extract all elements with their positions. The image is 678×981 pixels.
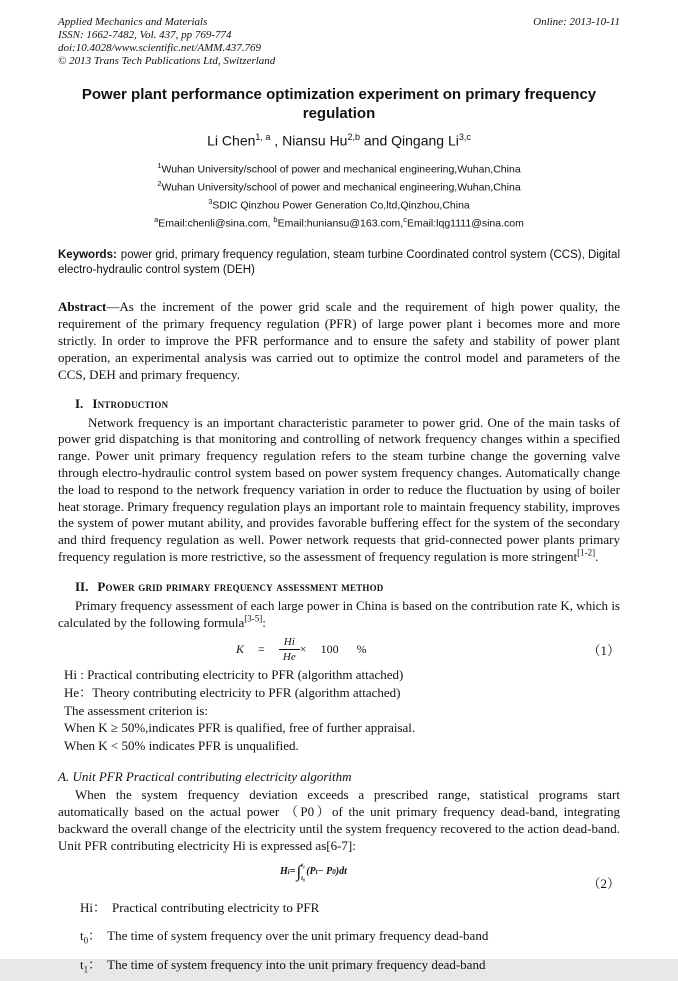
definition-text: The time of system frequency into the unit primary frequency dead-band <box>107 956 486 972</box>
email-mark: a <box>154 214 159 224</box>
affiliation-line <box>58 177 620 195</box>
introduction-paragraph <box>58 415 620 566</box>
affiliation-mark: 3 <box>208 196 213 206</box>
issn-line: ISSN: 1662-7482, Vol. 437, pp 769-774 <box>58 29 232 41</box>
doi-line: doi:10.4028/www.scientific.net/AMM.437.769 <box>58 42 261 54</box>
paragraph-text: Network frequency is an important characteristic parameter to power grid. One of the main tasks of power grid dispatching is that monitoring and controlling of network frequency changes within a specified range. Power unit primary frequency regulation refers to the steam turbine change the governing valve through electro-hydraulic control system based on power system frequency changes. Automatically change the load to respond to the network frequency variation in order to reduce the fluctuation by using of boiler heat storage. Primary frequency regulation plays an important role to maintain frequency stability, improves the system of power mutant ability, and provides favorable buffering effect for the system of the secondary and third frequency regulation as well. Power network requests that grid-connected power plants primary frequency regulation is more restrictive, so the assessment of frequency regulation is more stringent <box>58 414 620 565</box>
keywords-label: Keywords: <box>58 248 117 261</box>
citation-ref: [3-5] <box>244 613 263 624</box>
affiliation-mark: 1 <box>157 160 162 170</box>
percent-sign: % <box>356 642 367 657</box>
integral-lower-limit: t₀ <box>301 874 306 882</box>
emails-line <box>58 213 620 231</box>
multiply-sign: × <box>299 642 307 657</box>
equation-1 <box>58 636 620 663</box>
colon: ： <box>88 956 102 972</box>
colon: ： <box>93 899 107 915</box>
formula-value: 100 <box>320 642 339 657</box>
author-name: Niansu Hu <box>282 132 348 149</box>
section-title: Power grid primary frequency assessment method <box>97 578 384 594</box>
copyright-line: © 2013 Trans Tech Publications Ltd, Switzerland <box>58 55 276 67</box>
fraction-numerator: Hi <box>279 636 300 650</box>
journal-header <box>58 16 620 68</box>
symbol: Hi <box>80 899 93 915</box>
note-line: The assessment criterion is: <box>64 702 209 718</box>
affiliation-text: Wuhan University/school of power and mechanical engineering,Wuhan,China <box>161 163 521 176</box>
keywords-block <box>58 248 620 278</box>
equals-sign: = <box>258 642 265 657</box>
author-affil-mark: 1, a <box>255 132 271 142</box>
section-title: Introduction <box>92 395 169 411</box>
formula-text: − P <box>317 866 333 878</box>
fraction <box>279 636 300 663</box>
symbol-subscript: 1 <box>83 964 89 975</box>
formula-variable: H <box>280 866 288 878</box>
keywords-text: power grid, primary frequency regulation, steam turbine Coordinated control system (CCS), Digital electro-hydraulic control system (DEH) <box>58 248 620 276</box>
formula-variable: K <box>236 642 245 657</box>
author-separator: , <box>270 132 283 149</box>
affiliation-text: SDIC Qinzhou Power Generation Co,ltd,Qinzhou,China <box>212 199 470 212</box>
fraction-denominator: He <box>282 651 296 664</box>
abstract-label: Abstract <box>58 298 107 314</box>
paper-title: Power plant performance optimization experiment on primary frequency regulation <box>81 86 597 122</box>
integral-upper-limit: t₁ <box>301 861 306 869</box>
subsection-a-paragraph: When the system frequency deviation exceeds a prescribed range, statistical programs start automatically based on the actual power （P0）of the unit primary frequency dead-band, integrating backward the overall change of the electricity until the system frequency recovered to the action dead-band. Unit PFR contributing electricity Hi is expressed as[6-7]: <box>58 787 620 853</box>
email-text: Email:chenli@sina.com, <box>158 217 274 230</box>
equals-sign: = <box>289 866 296 878</box>
paragraph-text: . <box>595 549 599 565</box>
online-date: Online: 2013-10-11 <box>533 16 620 28</box>
note-line: When K ≥ 50%,indicates PFR is qualified, free of further appraisal. <box>64 720 416 736</box>
email-text: Email:lqg1111@sina.com <box>406 217 524 230</box>
equation-1-number: （1） <box>587 643 620 659</box>
formula-text: (P <box>306 866 316 878</box>
formula-subscript: 0 <box>332 867 336 876</box>
note-line: He：Theory contributing electricity to PFR (algorithm attached) <box>64 685 401 701</box>
definition-line <box>80 896 620 925</box>
note-line: Hi : Practical contributing electricity to PFR (algorithm attached) <box>64 667 404 683</box>
integral-sign: ∫ <box>296 862 302 882</box>
colon: ： <box>88 928 102 944</box>
subsection-title: Unit PFR Practical contributing electricity algorithm <box>72 769 352 785</box>
definition-text: The time of system frequency over the unit primary frequency dead-band <box>107 928 489 944</box>
authors-line <box>58 132 620 149</box>
definition-line <box>80 924 620 953</box>
affiliation-mark: 2 <box>157 178 162 188</box>
integral <box>296 862 305 882</box>
equation-1-formula <box>236 636 367 663</box>
equation-2-formula <box>280 862 347 882</box>
formula-subscript: t <box>315 867 318 876</box>
email-mark: c <box>403 214 407 224</box>
subsection-heading-a <box>58 769 620 785</box>
symbol-definitions <box>80 896 620 981</box>
email-text: Email:huniansu@163.com, <box>277 217 404 230</box>
affiliation-line <box>58 195 620 213</box>
affiliations-block <box>58 159 620 231</box>
citation-ref: [1-2] <box>577 547 596 558</box>
symbol: t <box>80 956 84 972</box>
section-heading-assessment-method <box>75 579 620 595</box>
paragraph-text: : <box>262 614 266 630</box>
equation-2-number: （2） <box>587 875 620 891</box>
symbol-subscript: 0 <box>83 935 89 946</box>
abstract-block <box>58 298 620 383</box>
formula-text: )dt <box>335 866 347 878</box>
section-heading-introduction <box>75 396 620 412</box>
section-number: I. <box>75 395 84 411</box>
author-affil-mark: 2,b <box>347 132 360 142</box>
note-line: When K < 50% indicates PFR is unqualified. <box>64 737 299 753</box>
paragraph-text: Primary frequency assessment of each large power in China is based on the contribution rate K, which is calculated by the following formula <box>58 597 620 630</box>
symbol: t <box>80 928 84 944</box>
affiliation-line <box>58 159 620 177</box>
assessment-notes <box>64 666 620 754</box>
author-separator: and <box>359 132 392 149</box>
equation-2 <box>58 860 620 892</box>
abstract-text: —As the increment of the power grid scale and the requirement of high power quality, the requirement of the primary frequency regulation (PFR) of large power plant i becomes more and more strictly. In order to improve the PFR performance and to ensure the safety and stability of power plant operation, an experimental analysis was carried out to optimize the control model and parameters of the CCS, DEH and primary frequency. <box>58 298 620 382</box>
journal-name: Applied Mechanics and Materials <box>58 16 208 28</box>
subsection-label: A. <box>58 769 70 785</box>
author-name: Li Chen <box>207 132 256 149</box>
author-name: Qingang Li <box>391 132 459 149</box>
email-mark: b <box>273 214 278 224</box>
formula-subscript: i <box>287 867 290 876</box>
author-affil-mark: 3,c <box>458 132 471 142</box>
method-paragraph <box>58 598 620 632</box>
definition-line <box>80 953 620 981</box>
affiliation-text: Wuhan University/school of power and mechanical engineering,Wuhan,China <box>161 181 521 194</box>
definition-text: Practical contributing electricity to PFR <box>112 899 320 915</box>
section-number: II. <box>75 578 89 594</box>
